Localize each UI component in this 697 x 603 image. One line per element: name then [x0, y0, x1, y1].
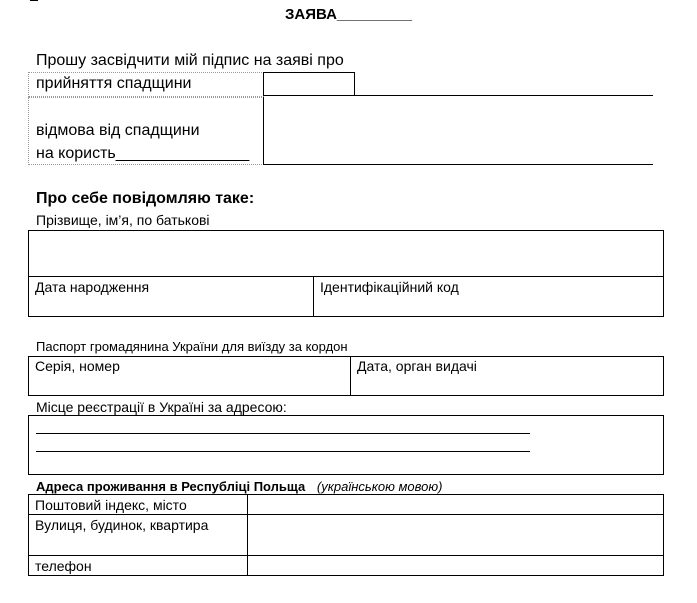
postal-field[interactable]: [248, 495, 663, 514]
option-accept-label: прийняття спадщини: [36, 75, 192, 92]
street-field[interactable]: [248, 515, 663, 555]
page-title: ЗАЯВА_________: [284, 6, 412, 23]
registration-label: Місце реєстрації в Україні за адресою:: [36, 399, 287, 415]
option-refuse-left-border: [263, 97, 264, 164]
passport-issue-label: Дата, орган видачі: [357, 358, 477, 374]
birth-taxid-divider: [313, 276, 314, 317]
option-refuse-line: [263, 164, 653, 165]
poland-address-heading: Адреса проживання в Республіці Польща: [36, 479, 306, 494]
birth-date-label: Дата народження: [35, 279, 150, 295]
street-label: Вулиця, будинок, квартира: [35, 517, 209, 533]
about-heading: Про себе повідомляю таке:: [36, 190, 255, 207]
passport-row: [28, 356, 664, 396]
option-accept-checkbox[interactable]: [263, 72, 355, 96]
passport-divider: [350, 356, 351, 396]
phone-field[interactable]: [248, 556, 663, 575]
full-name-field[interactable]: [28, 230, 664, 277]
passport-heading: Паспорт громадянина України для виїзду за кордон: [36, 339, 348, 354]
option-refuse-label-2: на користь_______________: [36, 145, 250, 162]
registration-line-1: [36, 433, 530, 434]
option-refuse-label-1: відмова від спадщини: [36, 122, 200, 139]
poland-address-note: (українською мовою): [316, 479, 443, 494]
full-name-label: Прізвище, ім’я, по батькові: [36, 212, 210, 228]
passport-series-label: Серія, номер: [35, 358, 120, 374]
poland-address-heading-wrap: [36, 479, 442, 494]
request-intro: Прошу засвідчити мій підпис на заяві про: [36, 52, 344, 69]
phone-label: телефон: [35, 558, 92, 574]
postal-label: Поштовий індекс, місто: [35, 497, 187, 513]
page-corner-mark: [30, 0, 38, 1]
registration-line-2: [36, 451, 530, 452]
option-accept-line: [355, 95, 653, 96]
tax-id-label: Ідентифікаційний код: [320, 279, 459, 295]
registration-field[interactable]: [28, 415, 664, 475]
